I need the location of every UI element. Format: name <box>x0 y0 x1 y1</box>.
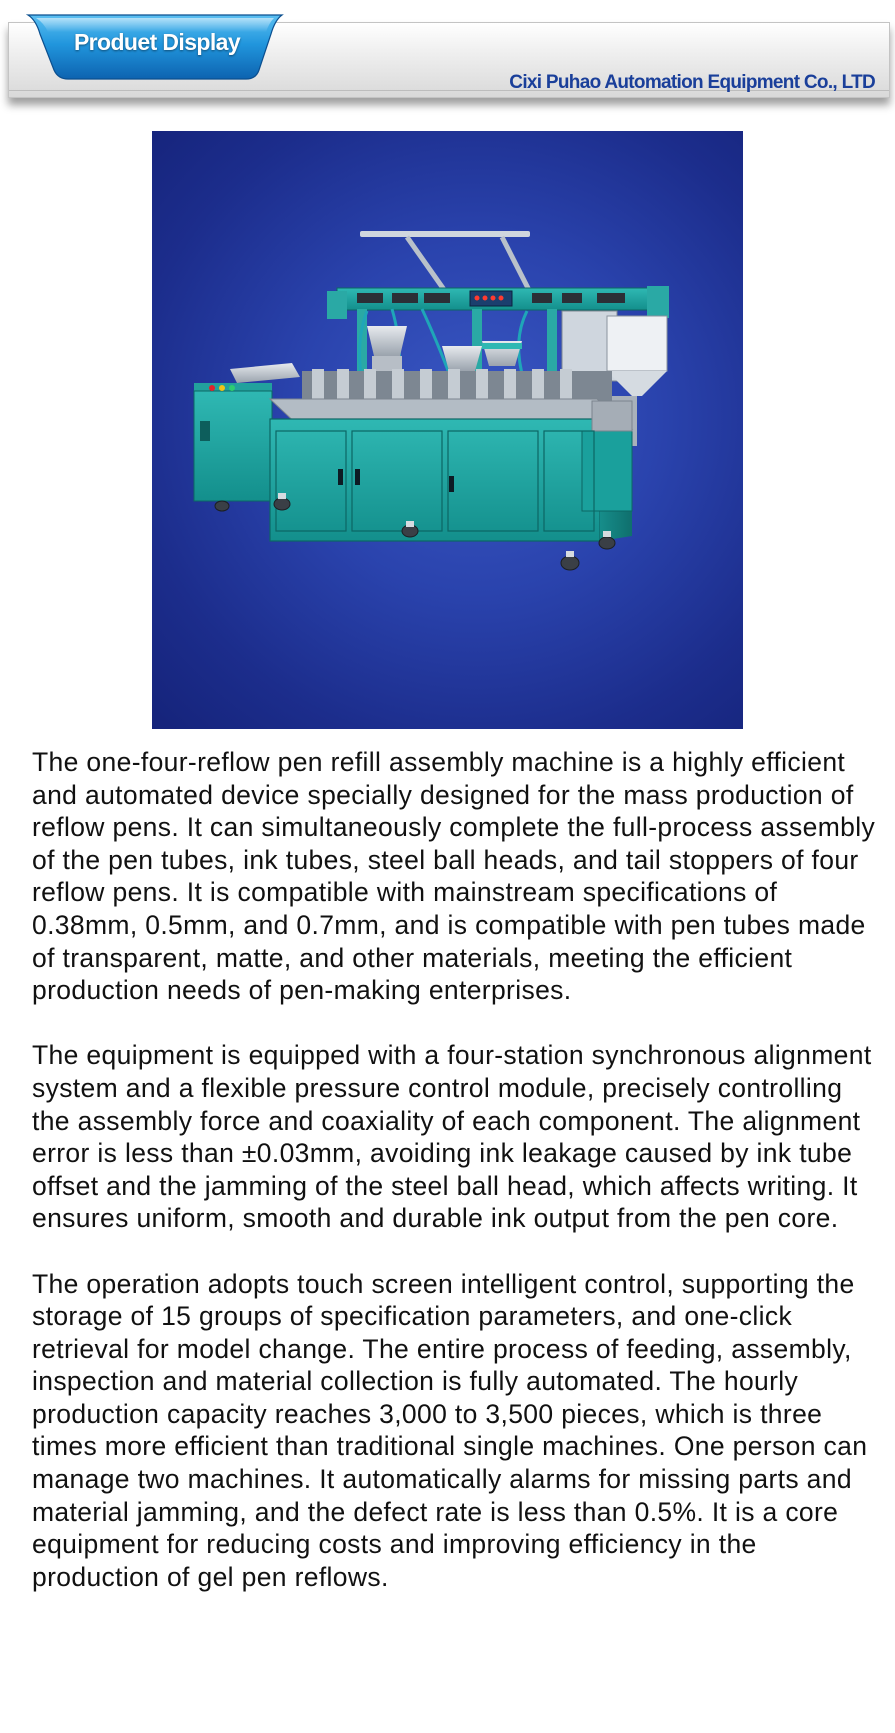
description-paragraph: The operation adopts touch screen intelligent control, supporting the storage of 15 groups of specification parameters, and one-click retrieval for model change. The entire process of feeding, assembly, inspection and material collection is fully automated. The hourly production capacity reaches 3,000 to 3,500 pieces, which is three times more efficient than traditional single machines. One person can manage two machines. It automatically alarms for missing parts and material jamming, and the defect rate is less than 0.5%. It is a core equipment for reducing costs and improving efficiency in the production of gel pen reflows. <box>32 1268 868 1592</box>
reflow-pen-refill-assembly-machine-photo <box>152 131 743 729</box>
company-name: Cixi Puhao Automation Equipment Co., LTD <box>509 72 875 93</box>
tab-label: Produet Display <box>73 29 241 55</box>
product-image <box>152 131 743 729</box>
description-paragraph: The one-four-reflow pen refill assembly machine is a highly efficient and automated device specially designed for the mass production of reflow pens. It can simultaneously complete the full-process assembly of the pen tubes, ink tubes, steel ball heads, and tail stoppers of four reflow pens. It is compatible with mainstream specifications of 0.38mm, 0.5mm, and 0.7mm, and is compatible with pen tubes made of transparent, matte, and other materials, meeting the efficient production needs of pen-making enterprises. <box>32 747 876 1006</box>
description-paragraph: The equipment is equipped with a four-station synchronous alignment system and a flexible pressure control module, precisely controlling the assembly force and coaxiality of each component. The alignment error is less than ±0.03mm, avoiding ink leakage caused by ink tube offset and the jamming of the steel ball head, which affects writing. It ensures uniform, smooth and durable ink output from the pen core. <box>32 1040 872 1234</box>
product-description <box>32 746 877 1593</box>
product-display-tab <box>26 12 288 82</box>
